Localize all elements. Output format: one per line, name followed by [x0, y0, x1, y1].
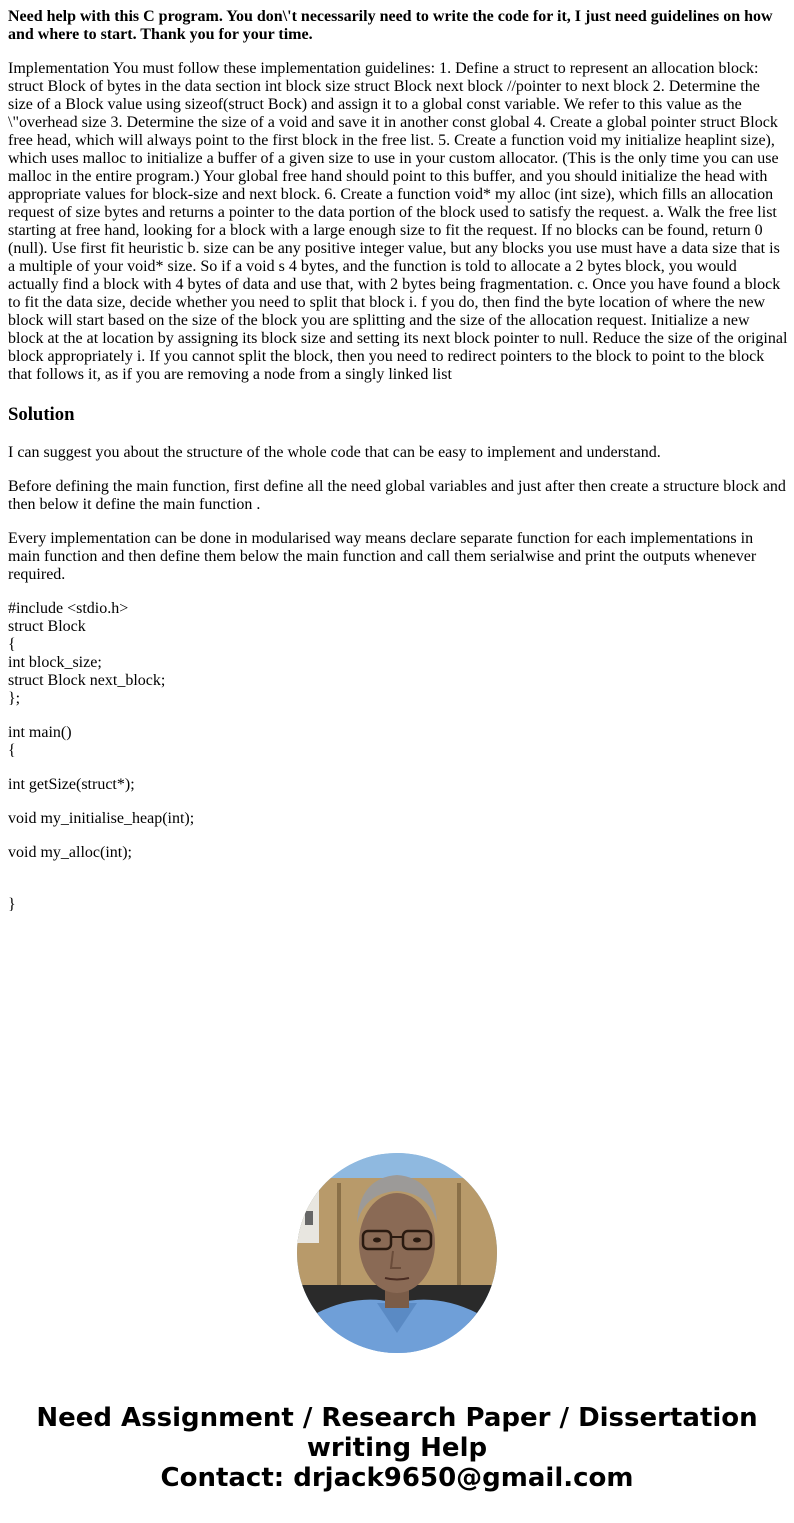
promo-contact: Contact: drjack9650@gmail.com	[160, 1463, 634, 1493]
code-line: {	[8, 742, 16, 759]
code-line: struct Block	[8, 618, 86, 635]
code-line: int getSize(struct*);	[8, 776, 135, 793]
solution-paragraph-3: Every implementation can be done in modularised way means declare separate function for each implementations in main function and then define them below the main function and call them serialwise and print the outputs whenever required.	[8, 530, 757, 583]
code-line: struct Block next_block;	[8, 672, 166, 689]
person-portrait-icon	[297, 1153, 497, 1353]
code-line: }	[8, 896, 16, 913]
promo-banner	[0, 1403, 794, 1493]
document-content	[8, 8, 788, 914]
code-line: void my_initialise_heap(int);	[8, 810, 195, 827]
promo-line-1: Need Assignment / Research Paper / Dissertation	[36, 1403, 758, 1433]
code-snippet	[8, 600, 788, 914]
code-line: #include <stdio.h>	[8, 600, 129, 617]
promo-line-2: writing Help	[306, 1433, 488, 1463]
solution-paragraph-2: Before defining the main function, first define all the need global variables and just after then create a structure block and then below it define the main function .	[8, 478, 786, 513]
solution-heading: Solution	[8, 404, 75, 425]
code-line: {	[8, 636, 16, 653]
solution-paragraph-1: I can suggest you about the structure of the whole code that can be easy to implement and understand.	[8, 444, 661, 461]
question-title: Need help with this C program. You don\'t necessarily need to write the code for it, I just need guidelines on how and where to start. Thank you for your time.	[8, 8, 773, 43]
code-line: };	[8, 690, 21, 707]
code-line: int main()	[8, 724, 72, 741]
code-line: void my_alloc(int);	[8, 844, 132, 861]
code-line: int block_size;	[8, 654, 102, 671]
question-body: Implementation You must follow these implementation guidelines: 1. Define a struct to represent an allocation block: struct Block of bytes in the data section int block size struct Block next block //pointer to next block 2. Determine the size of a Block value using sizeof(struct Bock) and assign it to a global const variable. We refer to this value as the \"overhead size 3. Determine the size of a void and save it in another const global 4. Create a global pointer struct Block free head, which will always point to the first block in the free list. 5. Create a function void my initialize heaplint size), which uses malloc to initialize a buffer of a given size to use in your custom allocator. (This is the only time you can use malloc in the entire program.) Your global free hand should point to this buffer, and you should initialize the head with appropriate values for block-size and next block. 6. Create a function void* my alloc (int size), which fills an allocation request of size bytes and returns a pointer to the data portion of the block used to satisfy the request. a. Walk the free list starting at free hand, looking for a block with a large enough size to fit the request. If no blocks can be found, return 0 (null). Use first fit heuristic b. size can be any positive integer value, but any blocks you use must have a data size that is a multiple of your void* size. So if a void s 4 bytes, and the function is told to allocate a 2 bytes block, you would actually find a block with 4 bytes of data and use that, with 2 bytes being fragmentation. c. Once you have found a block to fit the data size, decide whether you need to split that block i. f you do, then find the byte location of where the new block will start based on the size of the block you are splitting and the size of the allocation request. Initialize a new block at the at location by assigning its block size and setting its next block pointer to null. Reduce the size of the original block appropriately i. If you cannot split the block, then you need to redirect pointers to the block to point to the block that follows it, as if you are removing a node from a singly linked list	[8, 60, 788, 383]
author-avatar	[297, 1153, 497, 1353]
